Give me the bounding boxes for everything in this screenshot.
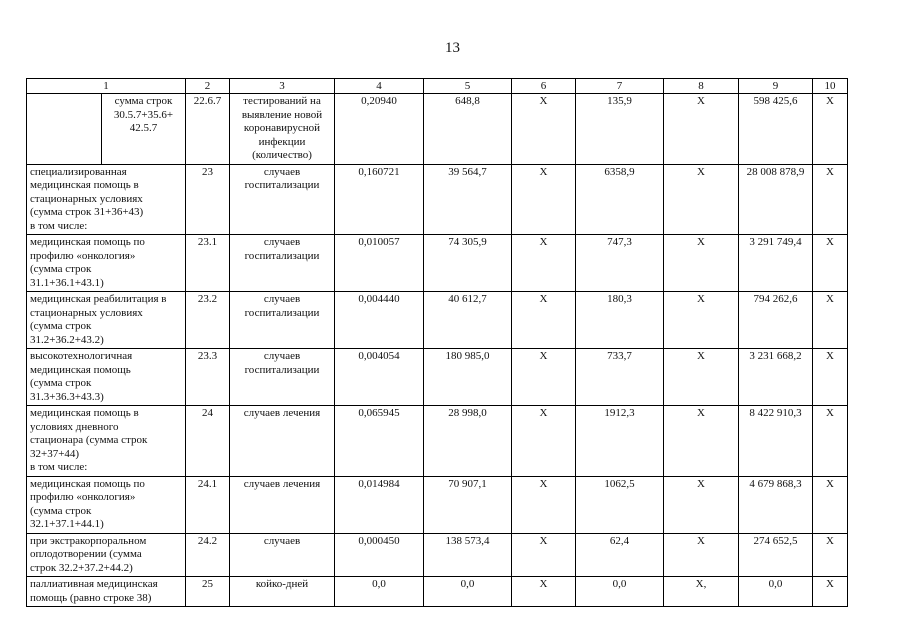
cell-col5: 180 985,0 <box>424 349 512 406</box>
column-header: 5 <box>424 79 512 94</box>
cell-col8: X <box>664 533 739 577</box>
cell-col8: X <box>664 94 739 165</box>
table-row <box>27 476 848 533</box>
cell-col5: 74 305,9 <box>424 235 512 292</box>
column-header: 7 <box>576 79 664 94</box>
table-row <box>27 577 848 607</box>
table-row <box>27 292 848 349</box>
cell-col8: X <box>664 476 739 533</box>
cell-col6: X <box>512 476 576 533</box>
row-code: 23.3 <box>186 349 230 406</box>
cell-col6: X <box>512 235 576 292</box>
cell-col6: X <box>512 406 576 477</box>
cell-col10: X <box>813 476 848 533</box>
row-name: медицинская помощь по профилю «онкология» (сумма строк 32.1+37.1+44.1) <box>27 476 186 533</box>
cell-col10: X <box>813 349 848 406</box>
cell-col5: 648,8 <box>424 94 512 165</box>
unit-of-measure: койко-дней <box>230 577 335 607</box>
cell-col10: X <box>813 533 848 577</box>
cell-col7: 62,4 <box>576 533 664 577</box>
cell-col5: 70 907,1 <box>424 476 512 533</box>
unit-of-measure: случаев госпитализации <box>230 235 335 292</box>
cell-col10: X <box>813 577 848 607</box>
cell-col6: X <box>512 349 576 406</box>
row-code: 22.6.7 <box>186 94 230 165</box>
column-header: 8 <box>664 79 739 94</box>
cell-col7: 6358,9 <box>576 164 664 235</box>
cell-col8: X <box>664 164 739 235</box>
column-number-row <box>27 79 848 94</box>
unit-of-measure: случаев госпитализации <box>230 292 335 349</box>
row-code: 24 <box>186 406 230 477</box>
cell-col8: X <box>664 349 739 406</box>
cell-col9: 794 262,6 <box>739 292 813 349</box>
financing-table <box>26 78 848 607</box>
unit-of-measure: случаев госпитализации <box>230 349 335 406</box>
cell-col10: X <box>813 292 848 349</box>
row-code: 24.2 <box>186 533 230 577</box>
cell-col7: 135,9 <box>576 94 664 165</box>
table-row <box>27 349 848 406</box>
row-name: паллиативная медицинская помощь (равно строке 38) <box>27 577 186 607</box>
cell-col10: X <box>813 406 848 477</box>
cell-col5: 28 998,0 <box>424 406 512 477</box>
table-row <box>27 533 848 577</box>
cell-col7: 733,7 <box>576 349 664 406</box>
cell-col10: X <box>813 94 848 165</box>
cell-col7: 180,3 <box>576 292 664 349</box>
row-name: медицинская помощь по профилю «онкология» (сумма строк 31.1+36.1+43.1) <box>27 235 186 292</box>
cell-col4: 0,000450 <box>335 533 424 577</box>
row-name-left <box>27 94 102 165</box>
cell-col5: 0,0 <box>424 577 512 607</box>
cell-col8: X <box>664 292 739 349</box>
cell-col6: X <box>512 292 576 349</box>
cell-col9: 8 422 910,3 <box>739 406 813 477</box>
cell-col7: 747,3 <box>576 235 664 292</box>
cell-col6: X <box>512 94 576 165</box>
column-header: 1 <box>27 79 186 94</box>
column-header: 6 <box>512 79 576 94</box>
cell-col4: 0,004440 <box>335 292 424 349</box>
cell-col5: 40 612,7 <box>424 292 512 349</box>
page-number: 13 <box>445 40 460 56</box>
row-code: 23 <box>186 164 230 235</box>
cell-col9: 3 291 749,4 <box>739 235 813 292</box>
cell-col4: 0,160721 <box>335 164 424 235</box>
row-name: при экстракорпоральном оплодотворении (сумма строк 32.2+37.2+44.2) <box>27 533 186 577</box>
table-row <box>27 406 848 477</box>
cell-col5: 138 573,4 <box>424 533 512 577</box>
cell-col4: 0,014984 <box>335 476 424 533</box>
cell-col6: X <box>512 533 576 577</box>
row-name: медицинская реабилитация в стационарных условиях (сумма строк 31.2+36.2+43.2) <box>27 292 186 349</box>
unit-of-measure: тестирований на выявление новой коронавирусной инфекции (количество) <box>230 94 335 165</box>
row-code: 24.1 <box>186 476 230 533</box>
row-name: сумма строк 30.5.7+35.6+ 42.5.7 <box>102 94 186 165</box>
cell-col8: X, <box>664 577 739 607</box>
row-code: 23.1 <box>186 235 230 292</box>
unit-of-measure: случаев госпитализации <box>230 164 335 235</box>
table-row <box>27 235 848 292</box>
cell-col9: 274 652,5 <box>739 533 813 577</box>
cell-col4: 0,20940 <box>335 94 424 165</box>
cell-col9: 598 425,6 <box>739 94 813 165</box>
cell-col8: X <box>664 235 739 292</box>
table-row <box>27 94 848 165</box>
cell-col4: 0,004054 <box>335 349 424 406</box>
row-name: специализированная медицинская помощь в стационарных условиях (сумма строк 31+36+43) в том числе: <box>27 164 186 235</box>
column-header: 4 <box>335 79 424 94</box>
cell-col7: 1062,5 <box>576 476 664 533</box>
cell-col7: 1912,3 <box>576 406 664 477</box>
row-name: медицинская помощь в условиях дневного стационара (сумма строк 32+37+44) в том числе: <box>27 406 186 477</box>
cell-col10: X <box>813 164 848 235</box>
cell-col4: 0,065945 <box>335 406 424 477</box>
unit-of-measure: случаев лечения <box>230 476 335 533</box>
cell-col4: 0,010057 <box>335 235 424 292</box>
column-header: 10 <box>813 79 848 94</box>
cell-col4: 0,0 <box>335 577 424 607</box>
row-code: 23.2 <box>186 292 230 349</box>
cell-col9: 28 008 878,9 <box>739 164 813 235</box>
cell-col9: 4 679 868,3 <box>739 476 813 533</box>
table-row <box>27 164 848 235</box>
cell-col10: X <box>813 235 848 292</box>
cell-col9: 0,0 <box>739 577 813 607</box>
column-header: 3 <box>230 79 335 94</box>
column-header: 2 <box>186 79 230 94</box>
column-header: 9 <box>739 79 813 94</box>
cell-col6: X <box>512 577 576 607</box>
cell-col8: X <box>664 406 739 477</box>
cell-col6: X <box>512 164 576 235</box>
row-code: 25 <box>186 577 230 607</box>
row-name: высокотехнологичная медицинская помощь (сумма строк 31.3+36.3+43.3) <box>27 349 186 406</box>
unit-of-measure: случаев лечения <box>230 406 335 477</box>
cell-col9: 3 231 668,2 <box>739 349 813 406</box>
unit-of-measure: случаев <box>230 533 335 577</box>
cell-col5: 39 564,7 <box>424 164 512 235</box>
cell-col7: 0,0 <box>576 577 664 607</box>
